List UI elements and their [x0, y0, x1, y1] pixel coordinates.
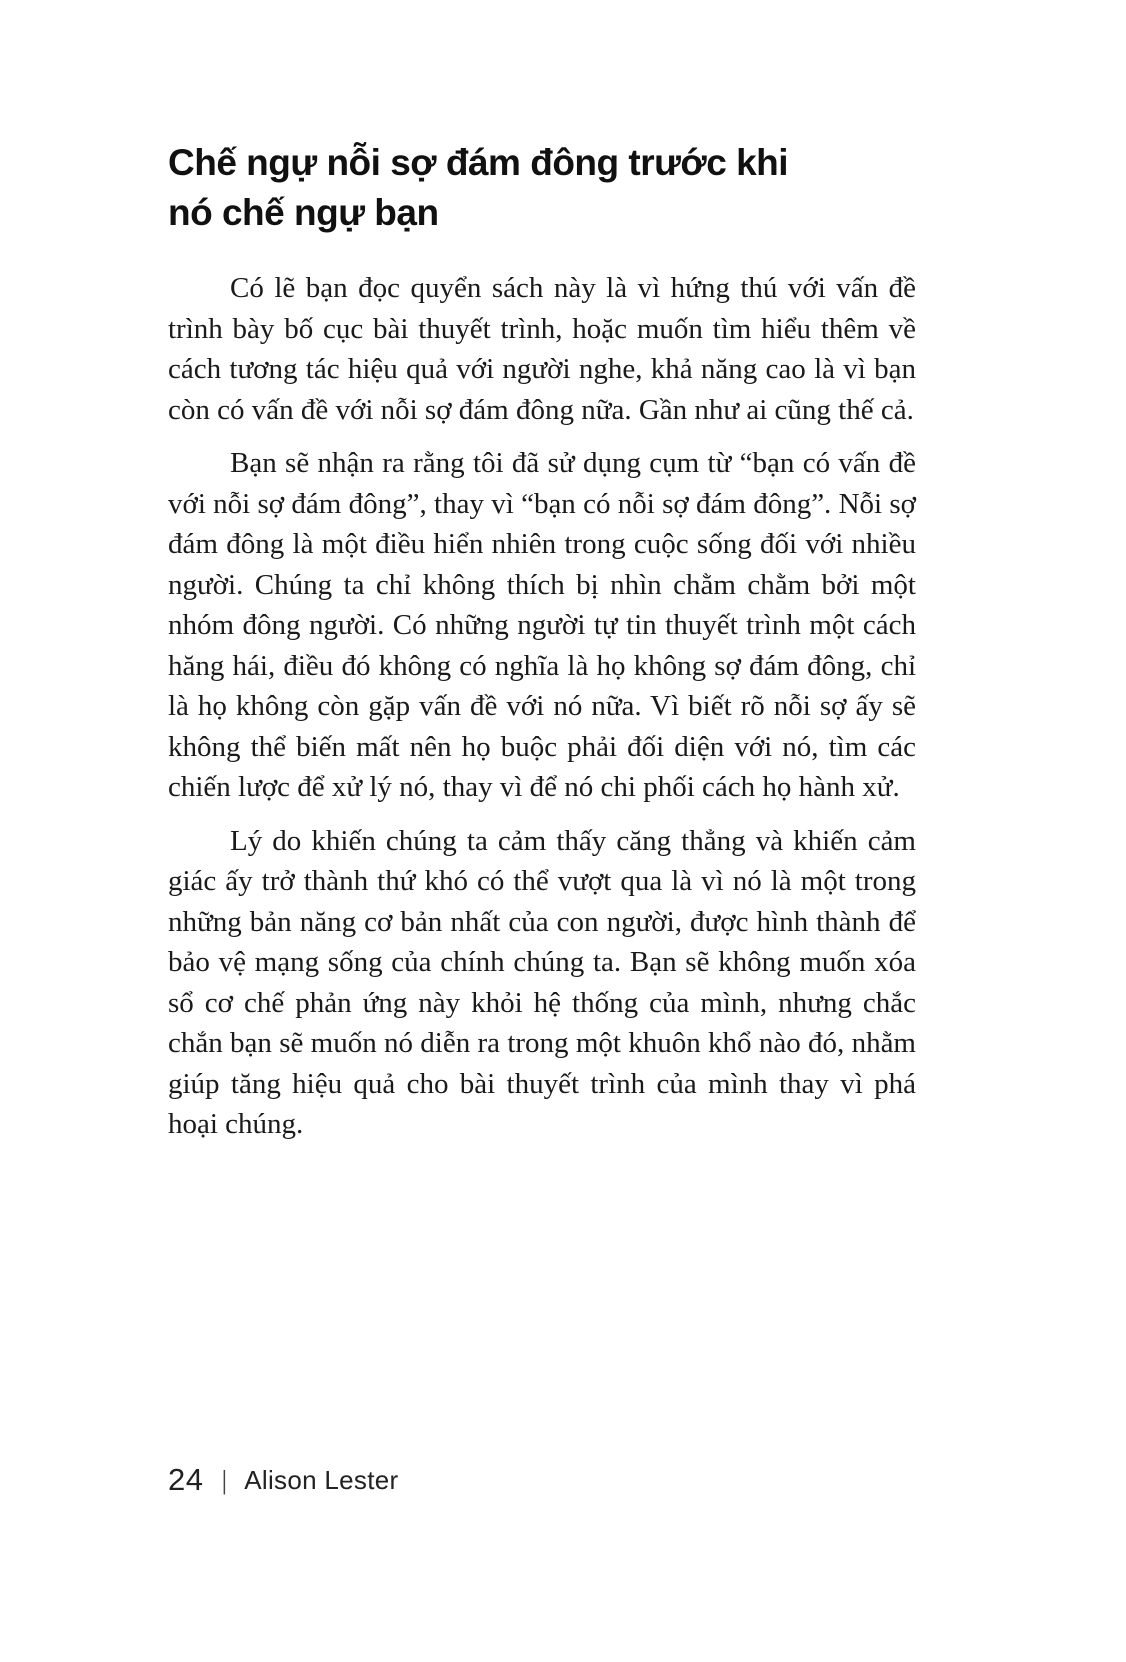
body-paragraph: Bạn sẽ nhận ra rằng tôi đã sử dụng cụm từ “bạn có vấn đề với nỗi sợ đám đông”, thay vì “bạn có nỗi sợ đám đông”. Nỗi sợ đám đông là một điều hiển nhiên trong cuộc sống đối với nhiều người. Chúng ta chỉ không thích bị nhìn chằm chằm bởi một nhóm đông người. Có những người tự tin thuyết trình một cách hăng hái, điều đó không có nghĩa là họ không sợ đám đông, chỉ là họ không còn gặp vấn đề với nó nữa. Vì biết rõ nỗi sợ ấy sẽ không thể biến mất nên họ buộc phải đối diện với nó, tìm các chiến lược để xử lý nó, thay vì để nó chi phối cách họ hành xử. [168, 447, 916, 803]
author-name: Alison Lester [244, 1464, 399, 1495]
page-number: 24 [168, 1462, 204, 1497]
body-paragraph: Lý do khiến chúng ta cảm thấy căng thẳng và khiến cảm giác ấy trở thành thứ khó có thể vượt qua là vì nó là một trong những bản năng cơ bản nhất của con người, được hình thành để bảo vệ mạng sống của chính chúng ta. Bạn sẽ không muốn xóa sổ cơ chế phản ứng này khỏi hệ thống của mình, nhưng chắc chắn bạn sẽ muốn nó diễn ra trong một khuôn khổ nào đó, nhằm giúp tăng hiệu quả cho bài thuyết trình của mình thay vì phá hoại chúng. [168, 824, 916, 1140]
chapter-heading-line-2: nó chế ngự bạn [168, 192, 439, 233]
chapter-heading [168, 138, 916, 238]
body-text [168, 268, 916, 1145]
footer-separator: | [222, 1464, 228, 1495]
page-content [168, 138, 916, 1158]
page-footer [168, 1462, 398, 1498]
chapter-heading-line-1: Chế ngự nỗi sợ đám đông trước khi [168, 142, 789, 183]
body-paragraph: Có lẽ bạn đọc quyển sách này là vì hứng thú với vấn đề trình bày bố cục bài thuyết trình, hoặc muốn tìm hiểu thêm về cách tương tác hiệu quả với người nghe, khả năng cao là vì bạn còn có vấn đề với nỗi sợ đám đông nữa. Gần như ai cũng thế cả. [168, 272, 916, 426]
